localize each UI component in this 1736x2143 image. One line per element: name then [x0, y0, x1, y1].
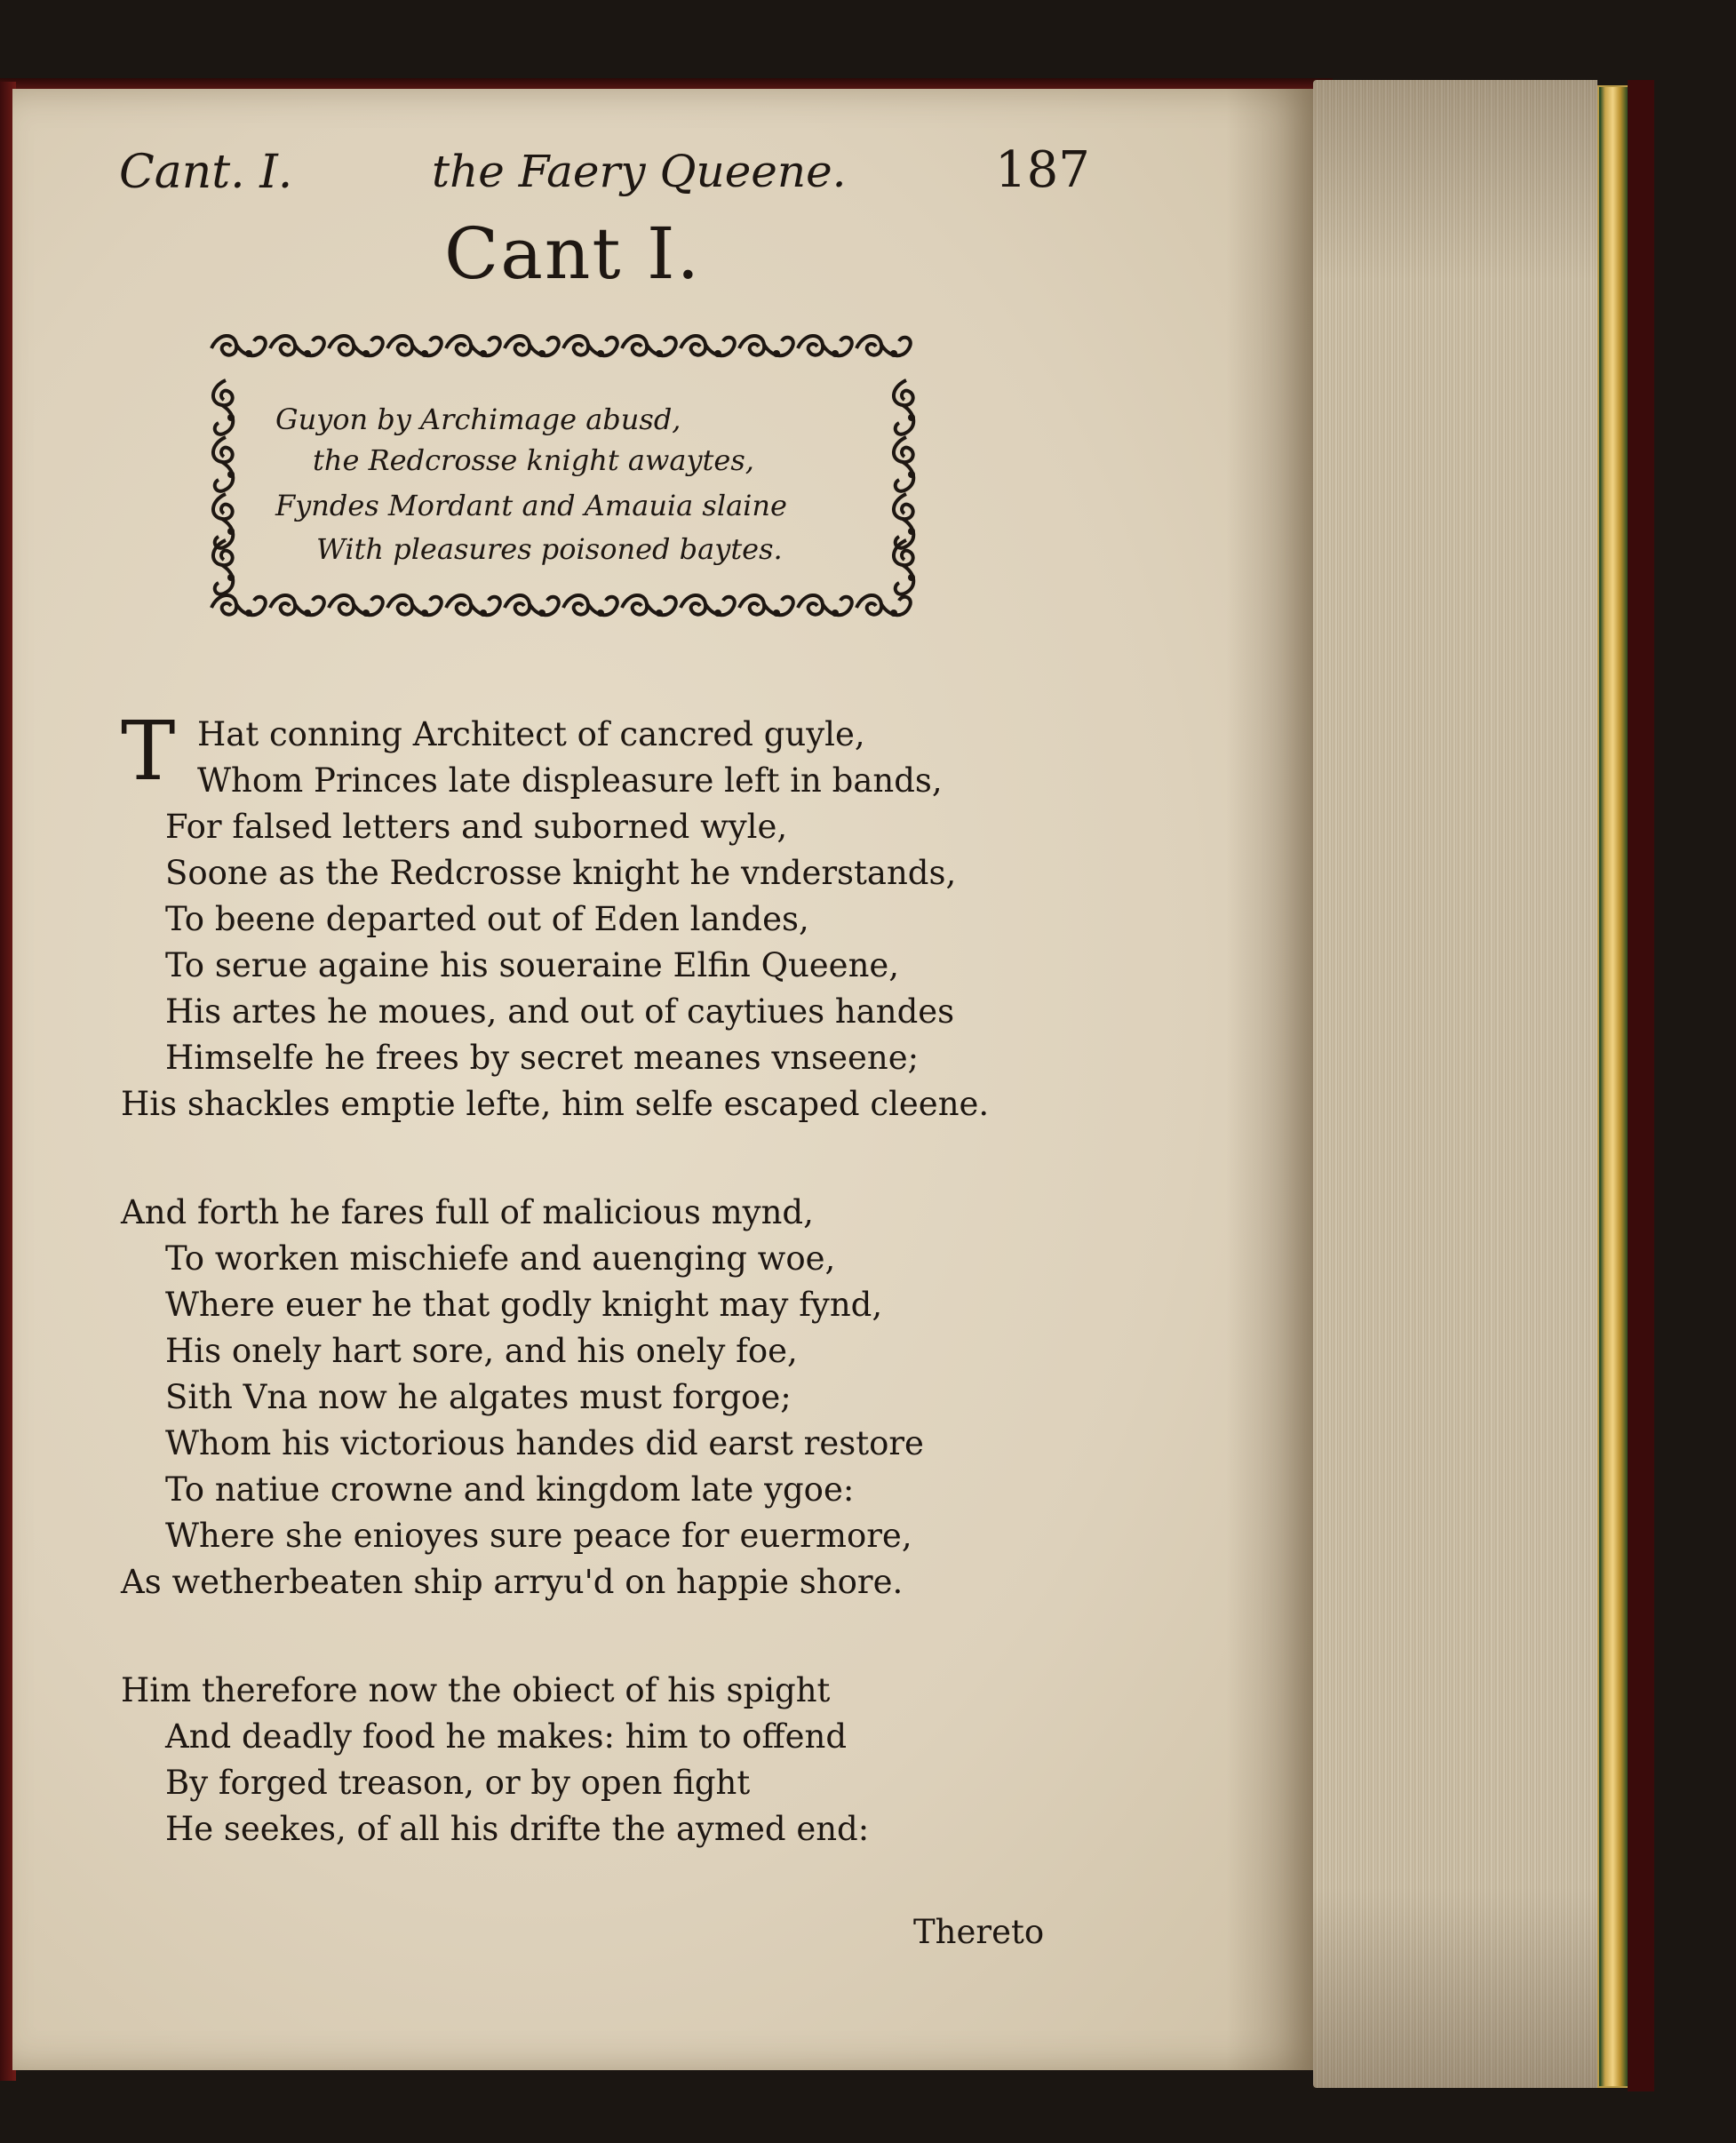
page-number: 187 [995, 141, 1090, 199]
ornament-top-row [211, 336, 911, 357]
argument-line: Fyndes Mordant and Amauia slaine [275, 489, 787, 522]
gilt-fore-edge [1597, 85, 1631, 2088]
verse-line: To natiue crowne and kingdom late ygoe: [165, 1470, 855, 1509]
verse-line: His shackles emptie lefte, him selfe escaped cleene. [121, 1085, 990, 1123]
verse-line: To beene departed out of Eden landes, [165, 900, 809, 938]
verse-line: Whom Princes late displeasure left in bands, [197, 761, 943, 800]
running-title: the Faery Queene. [432, 146, 847, 197]
verse-line: Himselfe he frees by secret meanes vnseene; [165, 1039, 920, 1077]
verse-line: For falsed letters and suborned wyle, [165, 808, 788, 846]
verse-line: His artes he moues, and out of caytiues handes [165, 992, 955, 1031]
argument-line: the Redcrosse knight awaytes, [313, 443, 754, 477]
verse-line: To worken mischiefe and auenging woe, [165, 1239, 836, 1278]
verse-line: Whom his victorious handes did earst restore [165, 1424, 924, 1462]
verse-line: And forth he fares full of malicious mynd, [121, 1193, 814, 1231]
ornamental-border [206, 329, 944, 640]
canto-title: Cant I. [444, 212, 702, 295]
verse-line: He seekes, of all his drifte the aymed end: [165, 1810, 870, 1848]
ornament-left-column [213, 380, 235, 594]
argument-line: Guyon by Archimage abusd, [275, 402, 681, 436]
verse-line: Where she enioyes sure peace for euermore, [165, 1517, 912, 1555]
verse-line: His onely hart sore, and his onely foe, [165, 1332, 798, 1370]
verse-line: To serue againe his soueraine Elfin Queene, [165, 946, 900, 984]
verse-line: Soone as the Redcrosse knight he vnderstands, [165, 854, 957, 892]
verse-line: Where euer he that godly knight may fynd, [165, 1286, 883, 1324]
book-cover-edge [1628, 80, 1654, 2091]
ornament-bottom-row [211, 595, 911, 617]
verse-line: By forged treason, or by open fight [165, 1764, 751, 1802]
argument-line: With pleasures poisoned baytes. [316, 532, 783, 566]
verse-line: Sith Vna now he algates must forgoe; [165, 1378, 792, 1416]
gutter-shadow [1226, 89, 1324, 2070]
ornament-right-column [894, 380, 915, 594]
drop-cap: T [121, 704, 176, 799]
page-edges-shade [1313, 80, 1597, 2088]
verse-line: Him therefore now the obiect of his spight [121, 1671, 831, 1709]
catchword: Thereto [913, 1913, 1045, 1951]
verse-line: Hat conning Architect of cancred guyle, [197, 715, 865, 753]
verse-line: And deadly food he makes: him to offend [165, 1717, 848, 1756]
verse-line: As wetherbeaten ship arryu'd on happie shore. [121, 1563, 904, 1601]
running-head-canto: Cant. I. [119, 146, 293, 199]
